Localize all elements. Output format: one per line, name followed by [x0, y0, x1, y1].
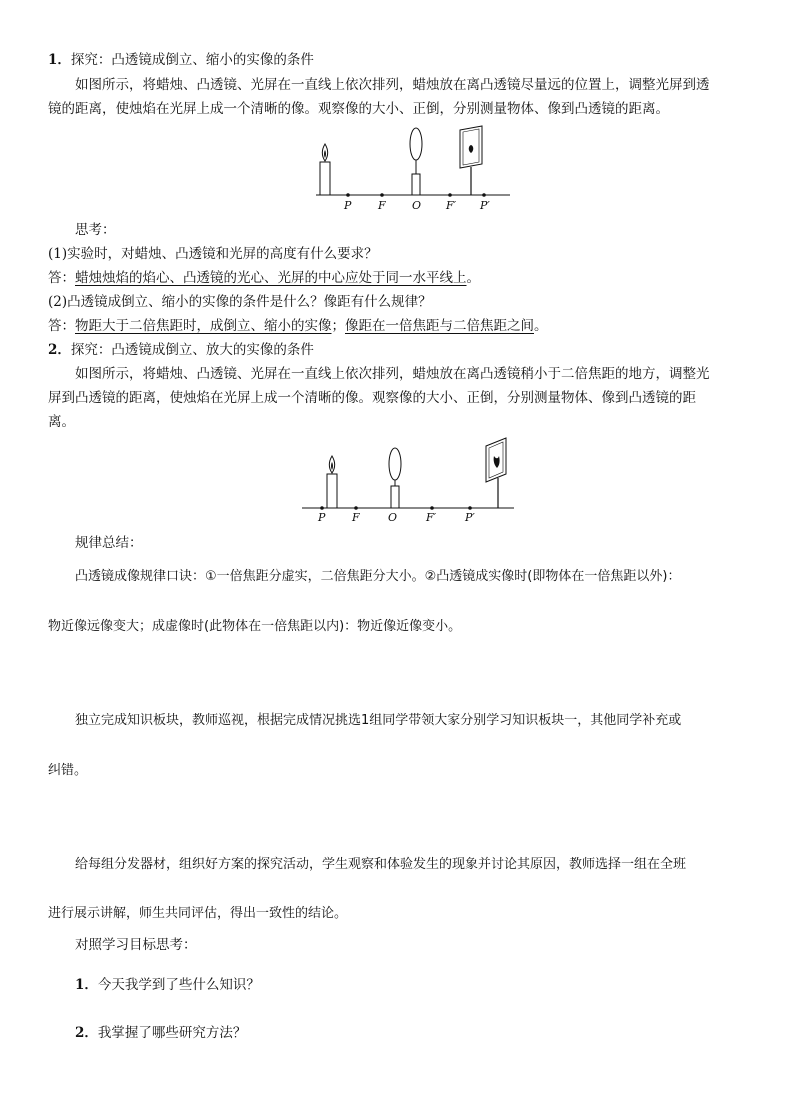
diagram-reduced-real-image [310, 122, 520, 214]
label-o: O [388, 511, 398, 524]
diagram-enlarged-real-image [300, 434, 522, 526]
point-p [346, 193, 350, 197]
section1-desc-line1: 如图所示，将蜡烛、凸透镜、光屏在一直线上依次排列，蜡烛放在离凸透镜尽量远的位置上，调整光屏到透 [75, 77, 710, 93]
label-f: F [378, 199, 386, 212]
summary-heading: 规律总结： [75, 535, 143, 551]
label-p: P [318, 511, 326, 524]
label-p-prime: P′ [465, 511, 475, 524]
reflection-heading: 对照学习目标思考： [75, 937, 197, 953]
think-answer-1: 答：蜡烛烛焰的焰心、凸透镜的光心、光屏的中心应处于同一水平线上。 [48, 270, 480, 286]
point-p-prime [468, 506, 472, 510]
point-f-prime [448, 193, 452, 197]
think-answer-2: 答：物距大于二倍焦距时，成倒立、缩小的实像；像距在一倍焦距与二倍焦距之间。 [48, 318, 548, 334]
point-f [380, 193, 384, 197]
reflection-question-2: 2．我掌握了哪些研究方法？ [75, 1025, 247, 1041]
teaching-p2-line1: 给每组分发器材，组织好方案的探究活动，学生观察和体验发生的现象并讨论其原因，教师选择一组在全班 [75, 857, 687, 872]
section1-number: 1． [48, 52, 71, 68]
label-o: O [412, 199, 422, 212]
section2-desc-line1: 如图所示，将蜡烛、凸透镜、光屏在一直线上依次排列，蜡烛放在离凸透镜稍小于二倍焦距的地方，调整光 [75, 366, 710, 382]
section2-number: 2． [48, 342, 71, 358]
label-p: P [344, 199, 352, 212]
point-f-prime [430, 506, 434, 510]
section1-desc-line2: 镜的距离，使烛焰在光屏上成一个清晰的像。观察像的大小、正倒，分别测量物体、像到凸透镜的距离。 [48, 101, 669, 117]
reflection-question-1: 1．今天我学到了些什么知识？ [75, 977, 260, 993]
think-question-1: (1)实验时，对蜡烛、凸透镜和光屏的高度有什么要求？ [48, 246, 378, 262]
convex-lens [410, 128, 422, 195]
label-p-prime: P′ [480, 199, 490, 212]
teaching-p2-line2: 进行展示讲解，师生共同评估，得出一致性的结论。 [48, 906, 348, 921]
label-f-prime: F′ [426, 511, 437, 524]
convex-lens [389, 448, 401, 508]
think-heading: 思考： [75, 222, 116, 238]
light-screen [486, 438, 506, 508]
label-f: F [352, 511, 360, 524]
point-p-prime [482, 193, 486, 197]
teaching-p1-line1: 独立完成知识板块，教师巡视，根据完成情况挑选1组同学带领大家分别学习知识板块一，其他同学补充或 [75, 713, 682, 728]
section1-title: 1．探究：凸透镜成倒立、缩小的实像的条件 [48, 52, 314, 68]
section2-desc-line3: 离。 [48, 414, 75, 430]
point-p [320, 506, 324, 510]
teaching-p1-line2: 纠错。 [48, 763, 88, 778]
section2-title: 2．探究：凸透镜成倒立、放大的实像的条件 [48, 342, 314, 358]
summary-line-1: 凸透镜成像规律口诀：①一倍焦距分虚实，二倍焦距分大小。②凸透镜成实像时(即物体在一倍焦距以外)： [75, 569, 681, 584]
think-question-2: (2)凸透镜成倒立、缩小的实像的条件是什么？像距有什么规律？ [48, 294, 432, 310]
section2-desc-line2: 屏到凸透镜的距离，使烛焰在光屏上成一个清晰的像。观察像的大小、正倒，分别测量物体、像到凸透镜的距 [48, 390, 696, 406]
summary-line-2: 物近像远像变大；成虚像时(此物体在一倍焦距以内)：物近像近像变小。 [48, 619, 462, 634]
point-f [354, 506, 358, 510]
candle [327, 456, 337, 508]
candle [320, 144, 330, 195]
label-f-prime: F′ [446, 199, 457, 212]
light-screen [460, 126, 482, 195]
